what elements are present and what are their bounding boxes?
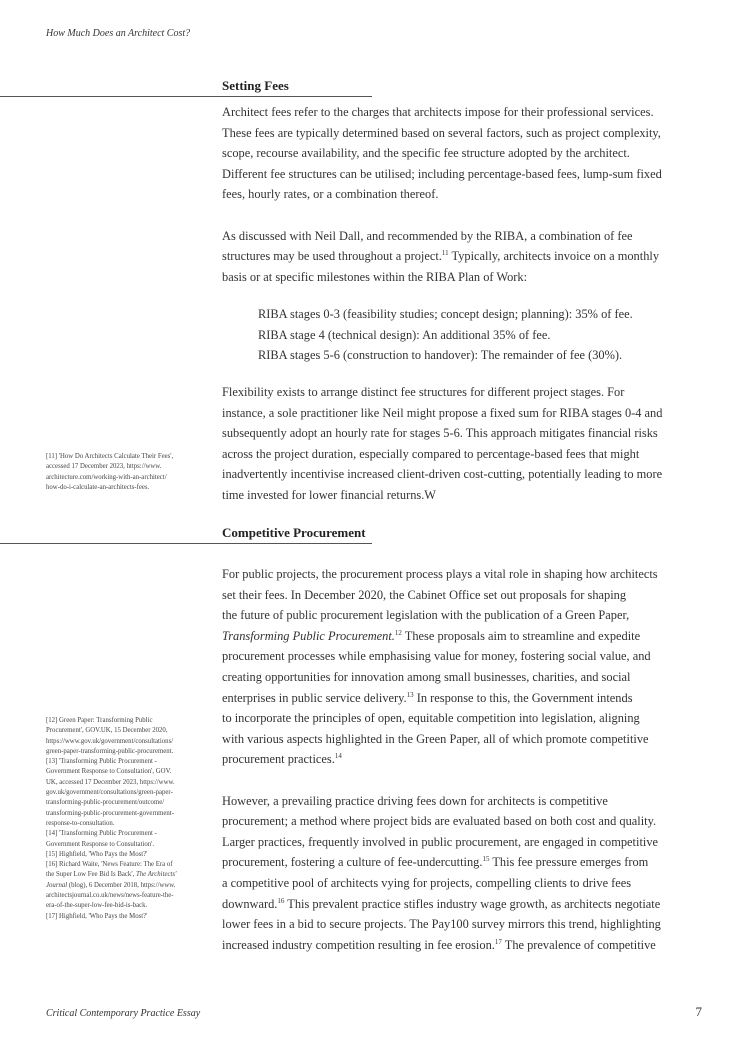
text-line: These fees are typically determined based on several factors, such as project complexity, — [222, 125, 661, 140]
text-line: Architect fees refer to the charges that architects impose for their professional services. — [222, 105, 654, 119]
footnote-line: [16] Richard Waite, 'News Feature: The Era of — [46, 861, 173, 869]
footnote-line: how-do-i-calculate-an-architects-fees. — [46, 483, 150, 491]
footnote-line: gov.uk/government/consultations/green-paper- — [46, 789, 173, 797]
text-fragment: In response to this, the Government intends — [413, 690, 633, 705]
publication-title: Transforming Public Procurement. — [222, 628, 395, 643]
text-line: Larger practices, frequently involved in public procurement, are engaged in competitive — [222, 834, 659, 849]
footnote-line: architecture.com/working-with-an-architect/ — [46, 473, 167, 481]
footnote-line: [12] Green Paper: Transforming Public — [46, 717, 153, 724]
list-item: RIBA stage 4 (technical design): An additional 35% of fee. — [258, 327, 551, 342]
footnote-line: [15] Highfield, 'Who Pays the Most?' — [46, 850, 148, 858]
section-heading-setting-fees: Setting Fees — [222, 78, 289, 93]
text-fragment: enterprises in public service delivery. — [222, 690, 407, 705]
footnote-block-12-17 — [46, 716, 196, 922]
journal-title: Journal — [46, 881, 68, 889]
text-fragment: structures may be used throughout a project. — [222, 249, 442, 264]
text-line: fees, hourly rates, or a combination thereof. — [222, 187, 439, 202]
text-line: subsequently adopt an hourly rate for stages 5-6. This approach mitigates financial risks — [222, 426, 658, 441]
text-fragment: Typically, architects invoice on a monthly — [448, 249, 660, 264]
footnote-ref: 15 — [482, 855, 490, 864]
text-line: across the project duration, especially compared to percentage-based fees that might — [222, 446, 640, 461]
footer-title: Critical Contemporary Practice Essay — [46, 1008, 201, 1019]
footnote-ref: 11 — [441, 249, 449, 258]
text-line: Different fee structures can be utilised; including percentage-based fees, lump-sum fixed — [222, 166, 662, 181]
journal-title: The Architects' — [135, 871, 177, 879]
footnote-line: [14] 'Transforming Public Procurement - — [46, 830, 157, 838]
footnote-line: UK, accessed 17 December 2023, https://www. — [46, 778, 175, 786]
procurement-body — [222, 564, 692, 955]
footnote-ref: 12 — [394, 628, 402, 637]
text-line: time invested for lower financial returns.W — [222, 487, 437, 502]
footnote-line: transforming-public-procurement-government- — [46, 809, 174, 817]
text-line: For public projects, the procurement process plays a vital role in shaping how architects — [222, 567, 658, 581]
text-fragment: the Super Low Fee Bid Is Back', — [46, 871, 136, 879]
text-line: to incorporate the principles of open, equitable competition into legislation, aligning — [222, 711, 640, 726]
setting-fees-body — [222, 102, 692, 287]
text-line: with various aspects highlighted in the Green Paper, all of which promote competitive — [222, 731, 649, 746]
text-fragment: The prevalence of competitive — [501, 937, 656, 952]
text-line: Flexibility exists to arrange distinct fee structures for different project stages. For — [222, 385, 625, 399]
list-item: RIBA stages 5-6 (construction to handover): The remainder of fee (30%). — [258, 348, 623, 363]
paragraph — [222, 564, 692, 770]
text-line: the future of public procurement legislation with the publication of a Green Paper, — [222, 608, 630, 623]
footnote-line: [13] 'Transforming Public Procurement - — [46, 758, 157, 766]
text-line: a competitive pool of architects vying for projects, compelling clients to drive fees — [222, 875, 632, 890]
text-line: basis or at specific milestones within the RIBA Plan of Work: — [222, 269, 528, 284]
text-fragment: This prevalent practice stifles industry wage growth, as architects negotiate — [284, 896, 661, 911]
section-rule — [0, 543, 372, 544]
footnote-line: era-of-the-super-low-fee-bid-is-back. — [46, 902, 148, 910]
text-line: instance, a sole practitioner like Neil might propose a fixed sum for RIBA stages 0-4 and — [222, 405, 663, 420]
paragraph — [222, 102, 692, 205]
footnote-ref: 16 — [277, 896, 285, 905]
text-fragment: downward. — [222, 896, 278, 911]
footnote-line: https://www.gov.uk/government/consultations/ — [46, 737, 174, 745]
footnote-line: [11] 'How Do Architects Calculate Their Fees', — [46, 453, 174, 460]
footnote-line: architectsjournal.co.uk/news/news-feature-the- — [46, 892, 174, 900]
footnote-line: green-paper-transforming-public-procurement. — [46, 747, 174, 755]
text-line: procurement; a method where project bids are evaluated based on both cost and quality. — [222, 814, 657, 829]
running-header: How Much Does an Architect Cost? — [46, 28, 191, 39]
text-line: inadvertently incentivise increased client-driven cost-cutting, potentially leading to more — [222, 467, 663, 482]
text-line: creating opportunities for innovation among small businesses, charities, and social — [222, 669, 631, 684]
text-line: set their fees. In December 2020, the Cabinet Office set out proposals for shaping — [222, 587, 627, 602]
footnote-line: accessed 17 December 2023, https://www. — [46, 463, 162, 471]
footnote-line: Government Response to Consultation', GOV. — [46, 768, 172, 776]
section-rule — [0, 96, 372, 97]
footnote-ref: 17 — [494, 937, 502, 946]
footnote-ref: 14 — [334, 752, 342, 761]
footnote-line: transforming-public-procurement/outcome/ — [46, 799, 165, 807]
text-fragment: (blog), 6 December 2018, https://www. — [67, 881, 176, 889]
riba-stage-list — [258, 304, 698, 366]
footnote-block-11 — [46, 452, 196, 493]
text-fragment: increased industry competition resulting in fee erosion. — [222, 937, 495, 952]
text-fragment: procurement practices. — [222, 752, 335, 767]
page-number: 7 — [695, 1004, 702, 1019]
paragraph — [222, 382, 692, 506]
text-line: lower fees in a bid to secure projects. The Pay100 survey mirrors this trend, highlighting — [222, 917, 661, 932]
text-line: procurement processes while emphasising value for money, fostering social value, and — [222, 649, 651, 664]
footnote-line: Government Response to Consultation'. — [46, 840, 155, 848]
footnote-line — [46, 870, 196, 880]
text-fragment: These proposals aim to streamline and expedite — [401, 628, 641, 643]
text-line: scope, recourse availability, and the specific fee structure adopted by the architect. — [222, 146, 630, 161]
footnote-line: [17] Highfield, 'Who Pays the Most?' — [46, 912, 148, 920]
footnote-ref: 13 — [406, 690, 414, 699]
text-line: As discussed with Neil Dall, and recommended by the RIBA, a combination of fee — [222, 228, 633, 243]
text-line: However, a prevailing practice driving fees down for architects is competitive — [222, 793, 608, 808]
text-fragment: This fee pressure emerges from — [489, 855, 649, 870]
paragraph — [222, 226, 692, 288]
setting-fees-body-2 — [222, 382, 692, 506]
list-item: RIBA stages 0-3 (feasibility studies; concept design; planning): 35% of fee. — [258, 307, 633, 321]
footnote-line — [46, 881, 196, 891]
section-heading-competitive-procurement: Competitive Procurement — [222, 525, 366, 540]
text-fragment: procurement, fostering a culture of fee-undercutting. — [222, 855, 483, 870]
footnote-line: response-to-consultation. — [46, 819, 115, 827]
footnote-line: Procurement', GOV.UK, 15 December 2020, — [46, 727, 168, 735]
paragraph — [222, 791, 692, 956]
